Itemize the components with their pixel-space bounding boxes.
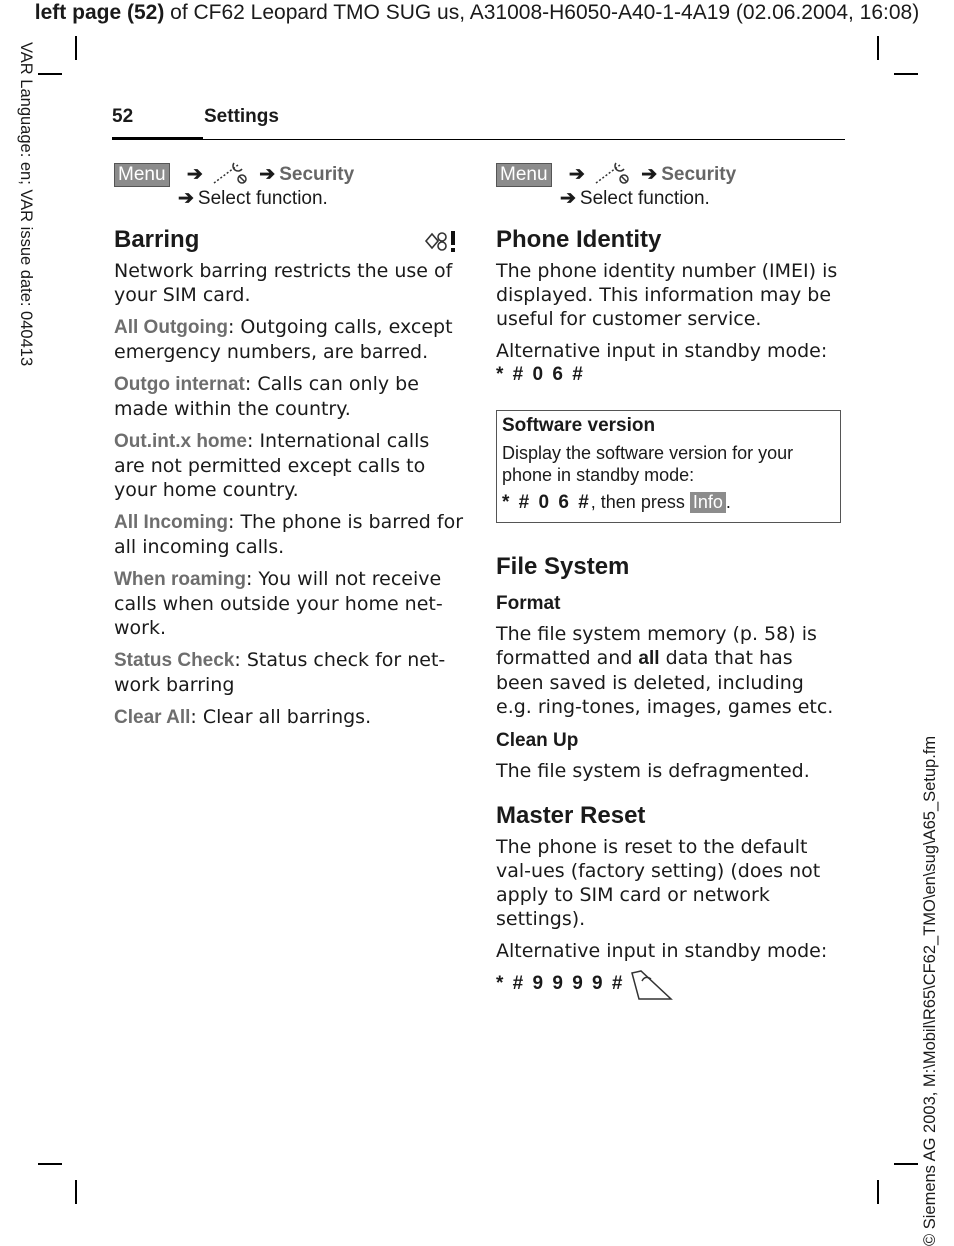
master-reset-title: Master Reset — [496, 802, 646, 829]
master-reset-alt: Alternative input in standby mode: — [496, 940, 828, 962]
info-key: Info — [690, 492, 726, 513]
select-function: Select function. — [197, 188, 328, 209]
cleanup-title: Clean Up — [496, 730, 579, 751]
barring-desc: : Status check for net-work barring — [114, 649, 446, 696]
software-version-then: , then press — [590, 492, 690, 512]
barring-item — [114, 429, 464, 502]
header-rule — [203, 139, 845, 140]
crop-mark — [877, 1180, 879, 1204]
menu-path — [496, 161, 841, 187]
format-text-a: The file system memory (p. 58) is formatted and — [496, 623, 817, 669]
menu-path — [114, 161, 464, 187]
menu-path-select — [114, 187, 464, 211]
barring-item — [114, 372, 464, 421]
software-version-instruction — [502, 491, 835, 514]
master-reset-code: * # 9 9 9 9 # — [496, 973, 625, 994]
software-version-box — [496, 410, 841, 523]
header-rule-thick — [112, 137, 203, 140]
print-header-bold: left page (52) — [34, 1, 165, 24]
format-all: all — [638, 648, 660, 669]
settings-wrench-icon — [212, 161, 250, 185]
barring-intro: Network barring restricts the use of your SIM card. — [114, 260, 453, 306]
barring-item — [114, 315, 464, 364]
software-version-text: Display the software version for your phone in standby mode: — [502, 443, 794, 485]
settings-wrench-icon — [594, 161, 632, 185]
select-function: Select function. — [579, 188, 710, 209]
phone-identity-alt: Alternative input in standby mode: — [496, 340, 828, 362]
software-version-end: . — [725, 492, 731, 512]
barring-item — [114, 510, 464, 559]
network-sim-icon — [422, 229, 458, 255]
format-text-b: data that has been saved is deleted, including e.g. ring-tones, images, games etc. — [496, 647, 834, 718]
arrow-icon: ➔ — [641, 164, 658, 185]
left-column — [114, 161, 464, 730]
crop-mark — [38, 1163, 62, 1165]
barring-term: Clear All — [114, 707, 191, 728]
crop-mark — [75, 1180, 77, 1204]
crop-mark — [894, 1163, 918, 1165]
print-header-rest: of CF62 Leopard TMO SUG us, A31008-H6050-A40-1-4A19 (02.06.2004, 16:08) — [164, 1, 920, 24]
barring-desc: : Calls can only be made within the country. — [114, 373, 419, 420]
barring-item — [114, 567, 464, 640]
barring-item — [114, 705, 464, 730]
side-note-right — [918, 690, 944, 1246]
barring-desc: : The phone is barred for all incoming calls. — [114, 511, 464, 558]
master-reset-code-line — [496, 969, 841, 1001]
menu-path-select — [496, 187, 841, 211]
arrow-icon: ➔ — [178, 188, 194, 209]
print-header — [0, 0, 954, 26]
phone-identity-text: The phone identity number (IMEI) is displayed. This information may be useful for customer service. — [496, 260, 838, 330]
crop-mark — [38, 73, 62, 75]
format-text — [496, 622, 841, 719]
arrow-icon: ➔ — [568, 164, 585, 185]
crop-mark — [894, 73, 918, 75]
software-version-title: Software version — [502, 415, 656, 436]
barring-title: Barring — [114, 226, 200, 253]
running-title: Settings — [204, 106, 279, 127]
imei-code: * # 0 6 # — [496, 364, 585, 385]
menu-key: Menu — [114, 163, 170, 187]
menu-key: Menu — [496, 163, 552, 187]
security-label: Security — [279, 164, 355, 185]
page-number: 52 — [112, 106, 134, 127]
barring-term: Status Check — [114, 650, 235, 671]
barring-item — [114, 648, 464, 697]
side-note-right-text: © Siemens AG 2003, M:\Mobil\R65\CF62_TMO\en\sug\A65_Setup.fm — [921, 735, 939, 1246]
barring-desc: : Clear all barrings. — [190, 706, 372, 728]
crop-mark — [877, 36, 879, 60]
call-key-icon — [629, 969, 673, 1001]
side-note-left — [13, 42, 37, 402]
barring-term: All Incoming — [114, 512, 228, 533]
barring-term: Out.int.x home — [114, 431, 247, 452]
file-system-title: File System — [496, 553, 630, 580]
master-reset-text: The phone is reset to the default val-ues (factory setting) (does not apply to SIM card or network settings). — [496, 836, 821, 930]
security-label: Security — [661, 164, 737, 185]
barring-desc: : Outgoing calls, except emergency numbers, are barred. — [114, 316, 453, 363]
cleanup-text: The file system is defragmented. — [496, 760, 810, 782]
barring-desc: : You will not receive calls when outside your home net-work. — [114, 568, 443, 639]
arrow-icon: ➔ — [186, 164, 203, 185]
right-column-lower — [496, 552, 841, 1001]
phone-identity-title: Phone Identity — [496, 226, 662, 253]
side-note-left-text: VAR Language: en; VAR issue date: 040413 — [17, 42, 35, 367]
arrow-icon: ➔ — [259, 164, 276, 185]
barring-term: When roaming — [114, 569, 246, 590]
right-column — [496, 161, 841, 387]
barring-heading — [114, 225, 464, 255]
software-version-code: * # 0 6 # — [502, 492, 591, 513]
barring-term: All Outgoing — [114, 317, 228, 338]
arrow-icon: ➔ — [560, 188, 576, 209]
format-title: Format — [496, 593, 561, 614]
barring-term: Outgo internat — [114, 374, 245, 395]
barring-desc: : International calls are not permitted except calls to your home country. — [114, 430, 430, 501]
crop-mark — [75, 36, 77, 60]
